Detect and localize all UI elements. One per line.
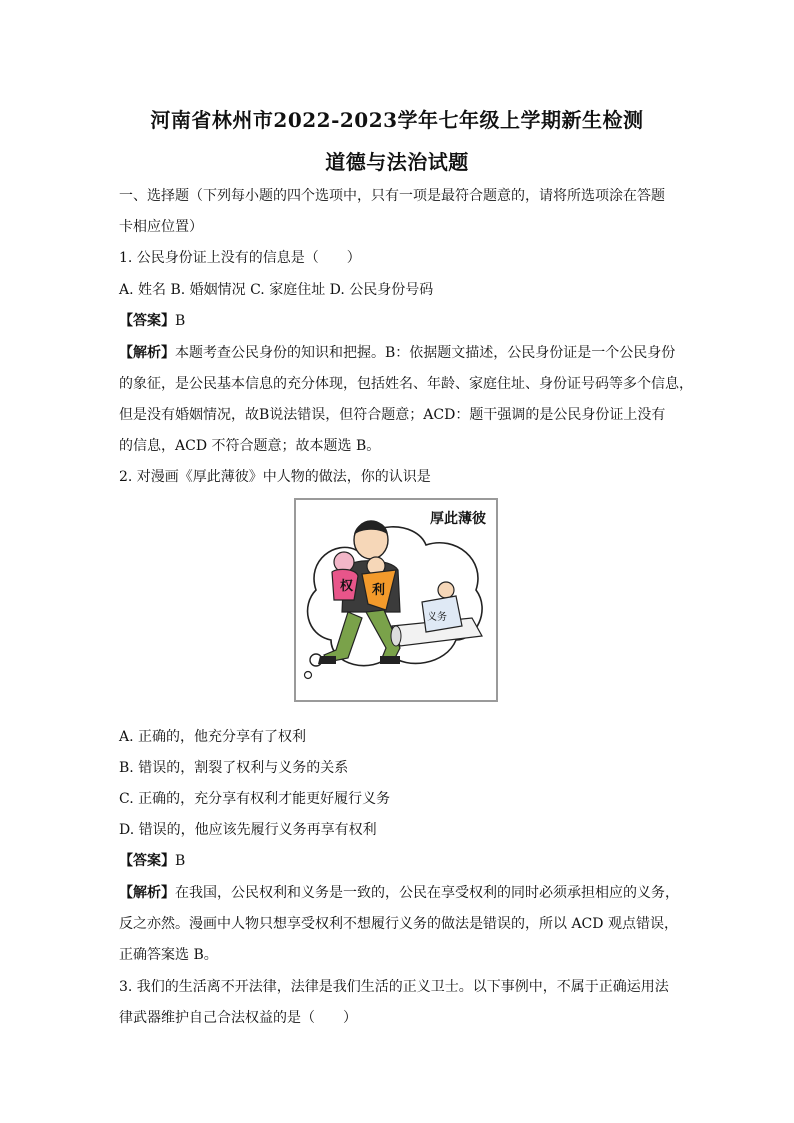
q2-option-b: B. 错误的，割裂了权利与义务的关系 [119,760,349,776]
cartoon-title: 厚此薄彼 [430,511,486,527]
answer-label: 【答案】 [119,853,175,869]
section-instruction-line1: 一、选择题（下列每小题的四个选项中，只有一项是最符合题意的，请将所选项涂在答题 [119,188,665,204]
q3-stem-line1: 3. 我们的生活离不开法律，法律是我们生活的正义卫士。以下事例中，不属于正确运用法 [119,979,669,995]
q2-analysis-line1 [119,884,679,902]
cartoon-image [294,498,498,702]
q2-analysis-line2: 反之亦然。漫画中人物只想享受权利不想履行义务的做法是错误的，所以 ACD 观点错误， [119,916,678,932]
q2-option-c: C. 正确的，充分享有权利才能更好履行义务 [119,791,391,807]
analysis-label: 【解析】 [119,345,175,361]
q1-analysis-line3: 但是没有婚姻情况，故B说法错误，但符合题意；ACD：题干强调的是公民身份证上没有 [119,407,666,423]
q3-stem-line2: 律武器维护自己合法权益的是（ ） [119,1010,357,1026]
q1-analysis-line4: 的信息，ACD 不符合题意；故本题选 B。 [119,438,381,454]
q2-option-a: A. 正确的，他充分享有了权利 [119,729,307,745]
exam-subtitle: 道德与法治试题 [325,150,469,174]
q1-options: A. 姓名 B. 婚姻情况 C. 家庭住址 D. 公民身份号码 [119,282,434,298]
analysis-label: 【解析】 [119,885,175,901]
baby-yiwu-head [438,582,454,598]
section-instruction-line2: 卡相应位置） [119,219,203,235]
answer-value: B [175,853,186,869]
q1-stem: 1. 公民身份证上没有的信息是（ ） [119,250,361,266]
label-yiwu: 义务 [427,612,447,623]
q2-option-d: D. 错误的，他应该先履行义务再享有权利 [119,822,377,838]
answer-label: 【答案】 [119,313,175,329]
cartoon-drawing [296,500,496,700]
scroll-roll [391,626,401,646]
answer-value: B [175,313,186,329]
exam-title: 河南省林州市2022-2023学年七年级上学期新生检测 [150,108,644,132]
bubble-dot [305,672,312,679]
q1-analysis-line2: 的象征，是公民基本信息的充分体现，包括姓名、年龄、家庭住址、身份证号码等多个信息， [119,376,693,392]
q1-answer [119,312,679,330]
q2-stem: 2. 对漫画《厚此薄彼》中人物的做法，你的认识是 [119,469,431,485]
analysis-text: 在我国，公民权利和义务是一致的，公民在享受权利的同时必须承担相应的义务， [175,885,679,901]
shoe-right [380,656,400,664]
label-quan: 权 [340,579,354,594]
q2-answer [119,852,679,870]
shoe-left [318,656,336,664]
q2-analysis-line3: 正确答案选 B。 [119,947,218,963]
label-li: 利 [372,583,386,598]
analysis-text: 本题考查公民身份的知识和把握。B：依据题文描述，公民身份证是一个公民身份 [175,345,676,361]
q1-analysis-line1 [119,344,679,362]
